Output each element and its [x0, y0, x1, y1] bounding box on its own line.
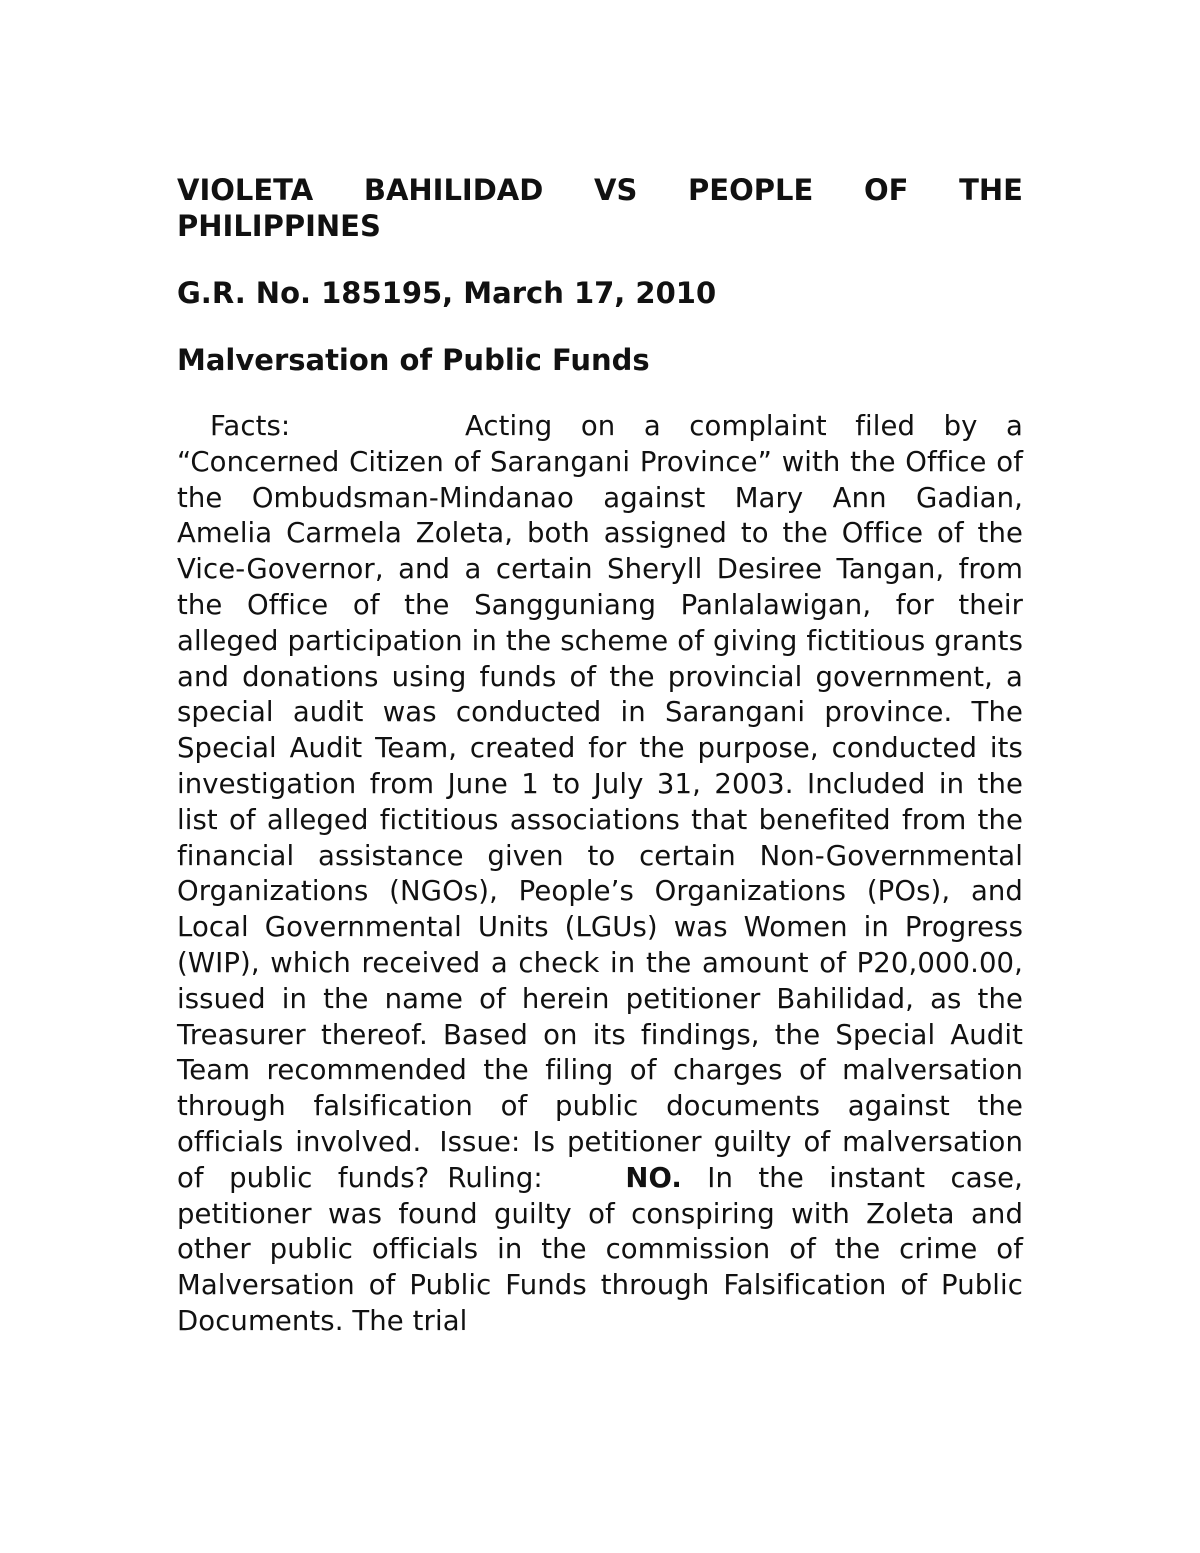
issue-text: Issue: Is petitioner guilty of malversation of public funds? [177, 1125, 1024, 1194]
ruling-text: In the instant case, petitioner was found guilty of conspiring with Zoleta and other public officials in the commission of the crime of Malversation of Public Funds through Falsification of Public Documents. The trial [177, 1161, 1024, 1337]
case-title: VIOLETA BAHILIDAD VS PEOPLE OF THE PHILIPPINES [177, 173, 1023, 243]
case-body [177, 409, 1023, 1340]
ruling-answer: NO. [625, 1161, 682, 1194]
case-topic: Malversation of Public Funds [177, 343, 650, 377]
case-number: G.R. No. 185195, March 17, 2010 [177, 276, 717, 310]
facts-text: Acting on a complaint filed by a “Concerned Citizen of Sarangani Province” with the Office of the Ombudsman-Mindanao against Mary Ann Gadian, Amelia Carmela Zoleta, both assigned to the Office of the Vice-Governor, and a certain Sheryll Desiree Tangan, from the Office of the Sangguniang Panlalawigan, for their alleged participation in the scheme of giving fictitious grants and donations using funds of the provincial government, a special audit was conducted in Sarangani province. The Special Audit Team, created for the purpose, conducted its investigation from June 1 to July 31, 2003. Included in the list of alleged fictitious associations that benefited from the financial assistance given to certain Non-Governmental Organizations (NGOs), People’s Organizations (POs), and Local Governmental Units (LGUs) was Women in Progress (WIP), which received a check in the amount of P20,000.00, issued in the name of herein petitioner Bahilidad, as the Treasurer thereof. Based on its findings, the Special Audit Team recommended the filing of charges of malversation through falsification of public documents against the officials involved. [177, 410, 1023, 1158]
document-page [177, 172, 1023, 1340]
ruling-label: Ruling: [447, 1161, 543, 1194]
facts-label: Facts: [210, 410, 291, 442]
